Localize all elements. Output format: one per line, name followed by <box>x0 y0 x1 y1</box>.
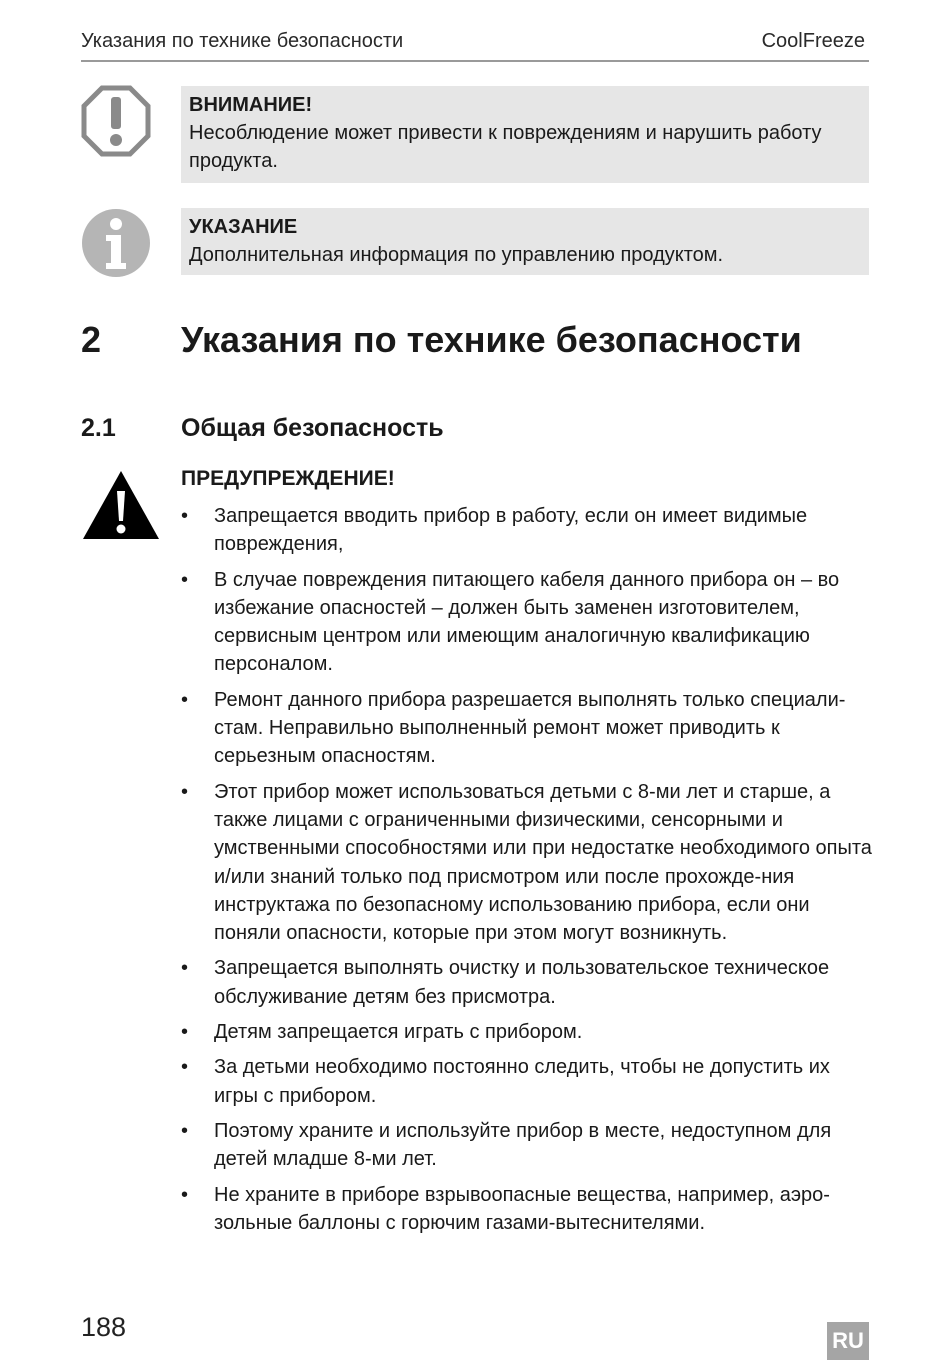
list-item-text: Этот прибор может использоваться детьми с 8-ми лет и старше, а также лицами с ограниченными физическими, сенсорными и умственными способностями или при недостатке необходимого опыта и/или знаний только под присмотром или после прохожде-ния инструктажа по безопасному использованию прибора, если они поняли опасности, которые при этом могут возникнуть. <box>214 780 872 945</box>
list-item <box>181 566 873 679</box>
notice-text: Дополнительная информация по управлению продуктом. <box>189 244 724 266</box>
list-item <box>181 1053 873 1110</box>
bullet: • <box>181 1119 189 1142</box>
bullet: • <box>181 780 189 803</box>
list-item <box>181 778 873 948</box>
language-badge: RU <box>827 1322 869 1360</box>
header-chapter-title: Указания по технике безопасности <box>81 30 404 52</box>
bullet: • <box>181 1056 189 1079</box>
list-item-text: В случае повреждения питающего кабеля данного прибора он – во избежание опасностей – должен быть заменен изготовителем, сервисным центром или имеющим аналогичную квалификацию персоналом. <box>214 568 840 676</box>
warning-list <box>181 502 873 1244</box>
attention-octagon-icon <box>81 85 151 157</box>
list-item-text: Детям запрещается играть с прибором. <box>214 1021 583 1044</box>
notice-title: УКАЗАНИЕ <box>189 216 298 238</box>
header-product-name: CoolFreeze <box>761 30 865 52</box>
list-item-text: За детьми необходимо постоянно следить, чтобы не допустить их игры с прибором. <box>214 1056 830 1107</box>
subsection-number: 2.1 <box>81 414 116 442</box>
notice-text: Несоблюдение может привести к повреждениям и нарушить работу продукта. <box>189 122 822 172</box>
bullet: • <box>181 688 189 711</box>
warning-title: ПРЕДУПРЕЖДЕНИЕ! <box>181 467 395 490</box>
section-number: 2 <box>81 319 102 360</box>
bullet: • <box>181 505 189 527</box>
warning-triangle-icon <box>81 469 161 541</box>
notice-title: ВНИМАНИЕ! <box>189 94 313 116</box>
list-item <box>181 1018 873 1046</box>
bullet: • <box>181 1183 189 1206</box>
subsection-title: Общая безопасность <box>181 414 444 442</box>
list-item <box>181 954 873 1011</box>
list-item <box>181 502 873 559</box>
list-item-text: Не храните в приборе взрывоопасные вещества, например, аэро-зольные баллоны с горючим газами-вытеснителями. <box>214 1183 830 1234</box>
page-number: 188 <box>81 1312 127 1342</box>
page-header <box>81 28 869 62</box>
bullet: • <box>181 1021 189 1044</box>
notice-attention <box>181 86 869 183</box>
list-item-text: Поэтому храните и используйте прибор в месте, недоступном для детей младше 8-ми лет. <box>214 1119 832 1171</box>
section-title: Указания по технике безопасности <box>181 319 802 360</box>
info-icon <box>81 207 151 279</box>
list-item <box>181 1117 873 1174</box>
bullet: • <box>181 568 189 591</box>
list-item-text: Ремонт данного прибора разрешается выполнять только специали-стам. Неправильно выполненный ремонт может приводить к серьезным опасностям. <box>214 688 846 768</box>
list-item-text: Запрещается выполнять очистку и пользовательское техническое обслуживание детям без присмотра. <box>214 957 830 1008</box>
list-item <box>181 686 873 771</box>
list-item-text: Запрещается вводить прибор в работу, если он имеет видимые повреждения, <box>214 505 808 556</box>
list-item <box>181 1181 873 1238</box>
notice-info <box>181 208 869 275</box>
bullet: • <box>181 957 189 980</box>
